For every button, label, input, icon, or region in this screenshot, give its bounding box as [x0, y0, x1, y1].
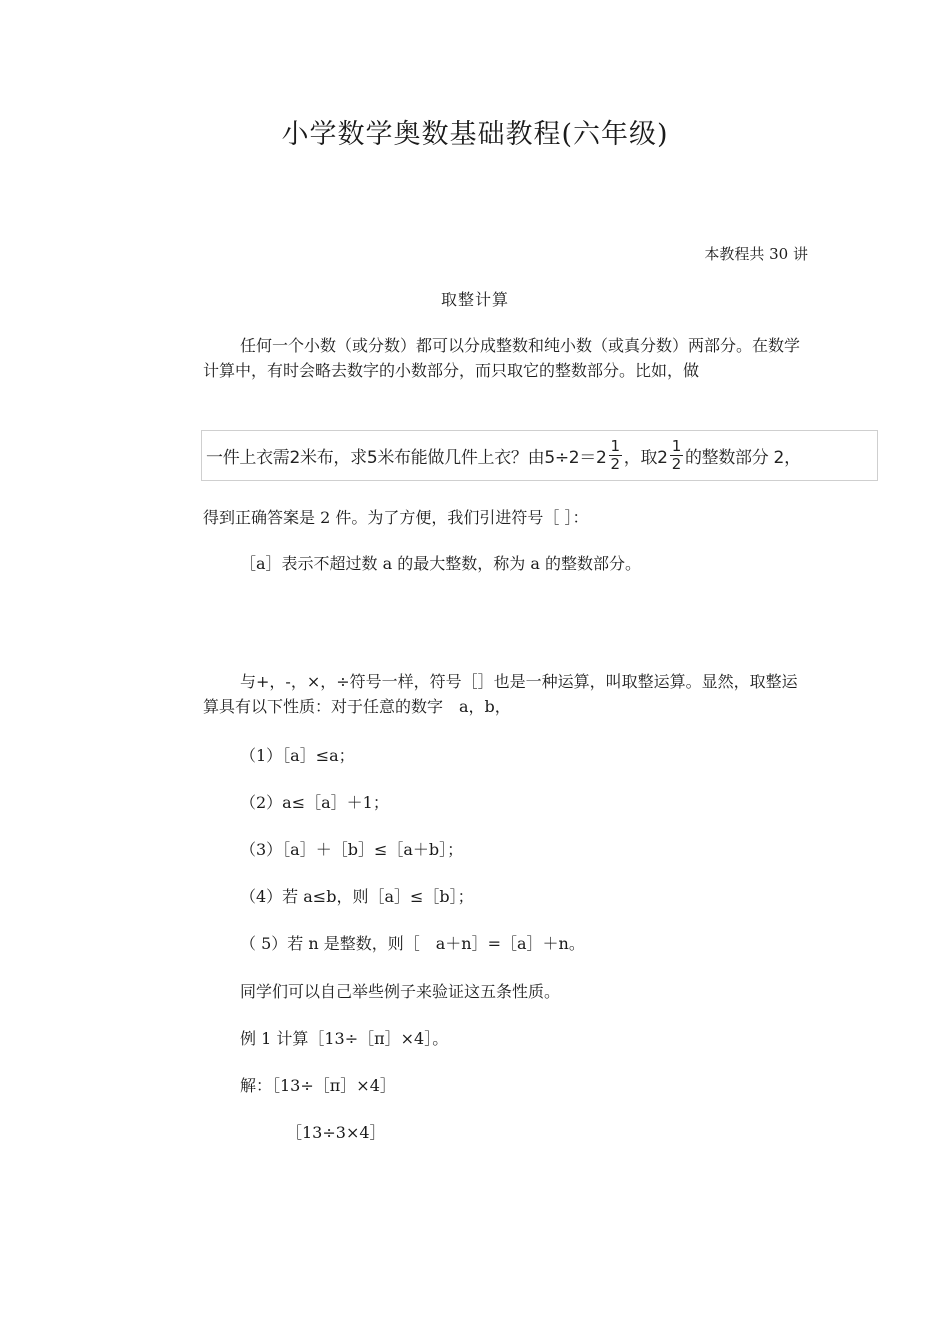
definition-line: ［a］表示不超过数 a 的最大整数，称为 a 的整数部分。 [240, 554, 641, 573]
answer-line: 得到正确答案是 2 件。为了方便，我们引进符号［ ］： [203, 508, 589, 527]
section-heading: 取整计算 [440, 290, 509, 309]
fraction-numerator: 1 [610, 437, 620, 455]
verify-line: 同学们可以自己举些例子来验证这五条性质。 [240, 982, 561, 1001]
fraction-denominator: 2 [610, 455, 620, 473]
lecture-count-note: 本教程共 30 讲 [704, 245, 808, 263]
page-title: 小学数学奥数基础教程(六年级) [281, 119, 669, 150]
example-text-part3: 的整数部分 2， [684, 448, 801, 468]
property-item: （3）［a］＋［b］≤［a＋b］； [240, 840, 464, 859]
solution-step: ［13÷3×4］ [286, 1123, 386, 1142]
example-problem-box [201, 430, 878, 481]
intro-paragraph: 任何一个小数（或分数）都可以分成整数和纯小数（或真分数）两部分。在数学计算中，有时会略去数字的小数部分，而只取它的整数部分。比如，做 [203, 336, 801, 380]
property-item: （ 5）若 n 是整数，则［ a＋n］=［a］＋n。 [240, 934, 585, 953]
property-item: （1）［a］≤a； [240, 746, 355, 765]
property-item: （2）a≤［a］＋1； [240, 793, 389, 812]
property-item: （4）若 a≤b，则［a］≤［b］； [240, 887, 474, 906]
fraction-one-half-b [670, 438, 683, 473]
example-text-part2: ，取2 [623, 448, 668, 468]
fraction-one-half-a [609, 438, 622, 473]
solution-line: 解：［13÷［π］×4］ [240, 1076, 396, 1095]
example-1: 例 1 计算［13÷［π］×4］。 [240, 1029, 449, 1048]
example-text-part1: 一件上衣需2米布，求5米布能做几件上衣？由5÷2＝2 [206, 448, 607, 468]
fraction-denominator: 2 [671, 455, 681, 473]
fraction-numerator: 1 [671, 437, 681, 455]
operation-paragraph: 与+，-，×，÷符号一样，符号［］也是一种运算，叫取整运算。显然，取整运算具有以下性质：对于任意的数字 a，b， [203, 672, 798, 716]
